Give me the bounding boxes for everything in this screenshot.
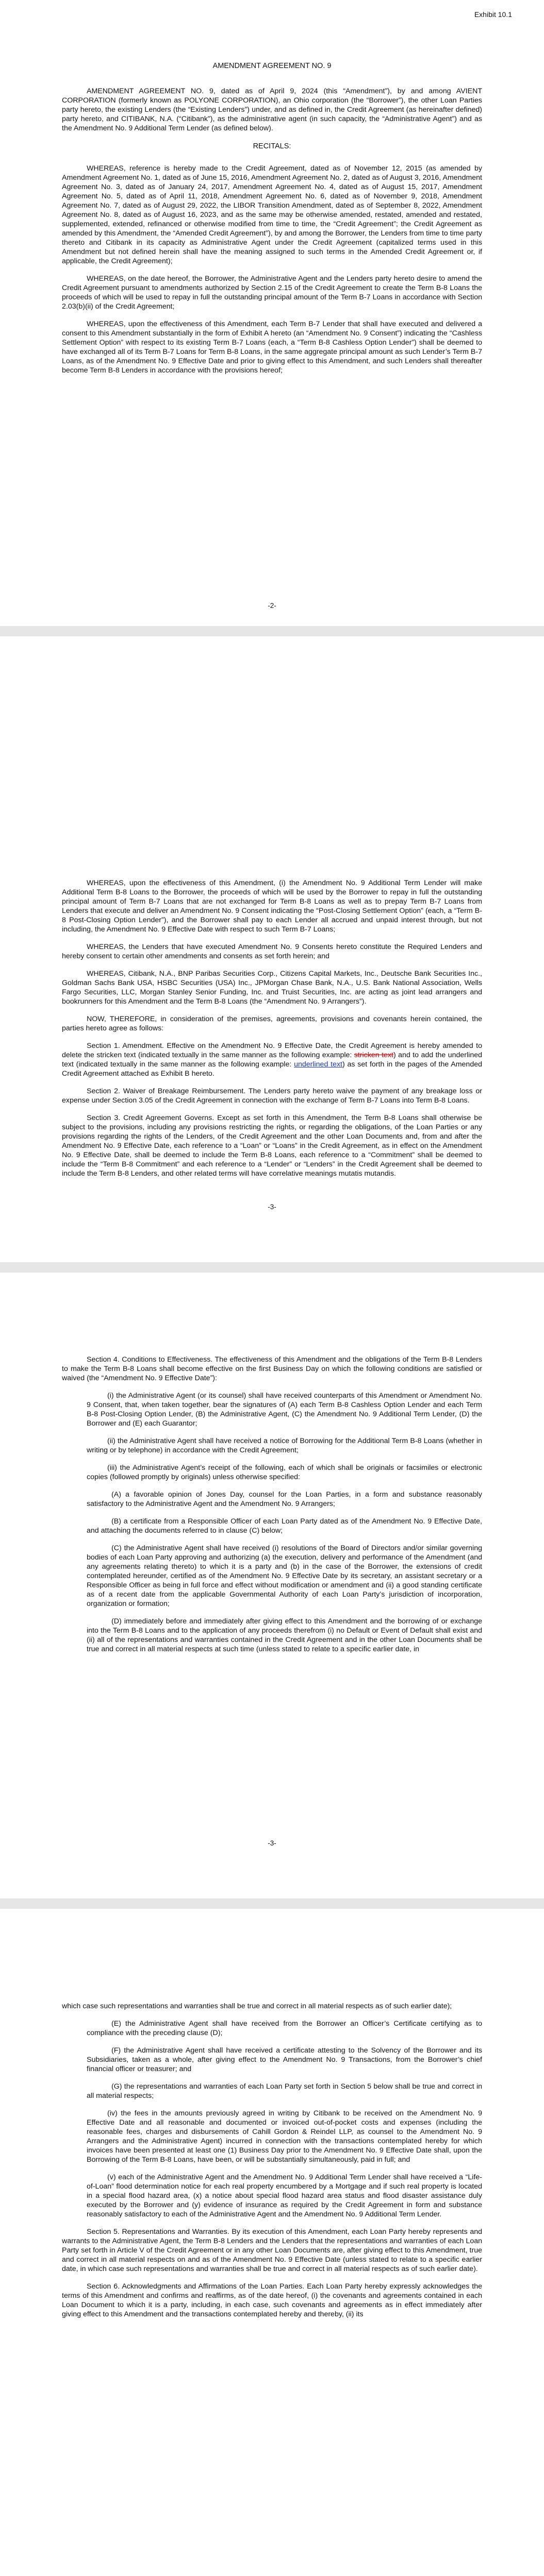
underlined-text-example: underlined text [294,1060,342,1069]
section-5-representations: Section 5. Representations and Warranties. By its execution of this Amendment, each Loan Party hereby represents and warrants to the Administrative Agent, the Term B-8 Lenders and the Lenders that the representations and warranties of each Loan Party set forth in Article V of the Credit Agreement or in any other Loan Documents are, after giving effect to this Amendment, true and correct in all material respects on and as of the Amendment No. 9 Effective Date (unless stated to relate to a specific earlier date, in which case such representations and warranties shall be true and correct in all material respects as of such earlier date). [62,2228,482,2273]
condition-ii: (ii) the Administrative Agent shall have received a notice of Borrowing for the Additional Term B-8 Loans (whether in writing or by telephone) in accordance with the Credit Agreement; [87,1437,482,1454]
section-4-conditions: Section 4. Conditions to Effectiveness. The effectiveness of this Amendment and the obligations of the Term B-8 Lenders to make the Term B-8 Loans shall become effective on the first Business Day on which the following conditions are satisfied or waived (the “Amendment No. 9 Effective Date”): [62,1355,482,1382]
condition-v: (v) each of the Administrative Agent and the Amendment No. 9 Additional Term Lender shall have received a “Life-of-Loan” flood determination notice for each real property encumbered by a Mortgage and if such real property is located in a special flood hazard area, (x) a notice about special flood hazard area status and flood disaster assistance duly executed by the Borrower and (y) evidence of insurance as required by the Credit Agreement in form and substance reasonably satisfactory to each of the Administrative Agent and the Amendment No. 9 Additional Term Lender. [87,2173,482,2218]
condition-iii-C: (C) the Administrative Agent shall have received (i) resolutions of the Board of Directors and/or similar governing bodies of each Loan Party approving and authorizing (a) the execution, delivery and performance of the Amendment (and any agreements relating thereto) to which it is a party and (b) in the case of the Borrower, the extensions of credit contemplated hereunder, certified as of the Amendment No. 9 Effective Date by its secretary, an assistant secretary or a Responsible Officer as being in full force and effect without modification or amendment and (ii) a good standing certificate as of a recent date from the applicable Governmental Authority of each Loan Party’s jurisdiction of incorporation, organization or formation; [87,1544,482,1608]
condition-i: (i) the Administrative Agent (or its counsel) shall have received counterparts of this Amendment or Amendment No. 9 Consent, that, when taken together, bear the signatures of (A) each Term B-8 Cashless Option Lender and each Term B-8 Post-Closing Option Lender, (B) the Administrative Agent, (C) the Amendment No. 9 Additional Term Lender, (D) the Borrower and (E) each Guarantor; [87,1392,482,1428]
section-2-waiver: Section 2. Waiver of Breakage Reimbursement. The Lenders party hereto waive the payment of any breakage loss or expense under Section 3.05 of the Credit Agreement in connection with the exchange of Term B-7 Loans into Term B-8 Loans. [62,1087,482,1105]
condition-iii-G: (G) the representations and warranties of each Loan Party set forth in Section 5 below shall be true and correct in all material respects; [87,2082,482,2100]
stricken-text-example: stricken text [354,1051,393,1059]
document-page-3 [0,1273,544,1899]
section-1-amendment: Section 1. Amendment. Effective on the Amendment No. 9 Effective Date, the Credit Agreement is hereby amended to delete the stricken text (indicated textually in the same manner as the following example: stricken text) and to add the underlined text (indicated textually in the same manner as the following example: underlined text) as set forth in the pages of the Amended Credit Agreement attached as Exhibit B hereto. [62,1042,482,1078]
condition-iii-B: (B) a certificate from a Responsible Officer of each Loan Party dated as of the Amendment No. 9 Effective Date, and attaching the documents referred to in clause (C) below; [87,1517,482,1535]
page-number: -3- [268,1203,276,1211]
condition-iii-F: (F) the Administrative Agent shall have received a certificate attesting to the Solvency of the Borrower and its Subsidiaries, taken as a whole, after giving effect to the Amendment No. 9 Transactions, from the Borrower’s chief financial officer or treasurer; and [87,2046,482,2073]
condition-iv: (iv) the fees in the amounts previously agreed in writing by Citibank to be received on the Amendment No. 9 Effective Date and all reasonable and documented or invoiced out-of-pocket costs and expenses (including the reasonable fees, charges and disbursements of Cahill Gordon & Reindel LLP, as counsel to the Amendment No. 9 Arrangers and the Administrative Agent) incurred in connection with the transactions contemplated hereby for which invoices have been presented at least one (1) Business Day prior to the Amendment No. 9 Effective Date shall, upon the Borrowing of the Term B-8 Loans, have been, or will be substantially simultaneously, paid in full; and [87,2109,482,2164]
condition-iii-D-continued: which case such representations and warranties shall be true and correct in all material respects as of such earlier date); [62,2002,452,2010]
condition-iii-E: (E) the Administrative Agent shall have received from the Borrower an Officer’s Certificate certifying as to compliance with the preceding clause (D); [87,2020,482,2037]
page-number: -3- [268,1839,276,1847]
page-number: -2- [268,602,276,609]
condition-iii: (iii) the Administrative Agent’s receipt of the following, each of which shall be originals or facsimiles or electronic copies (followed promptly by originals) unless otherwise specified: [87,1464,482,1481]
document-page-2 [0,636,544,1262]
condition-iii-A: (A) a favorable opinion of Jones Day, counsel for the Loan Parties, in a form and substance reasonably satisfactory to the Administrative Agent and the Amendment No. 9 Arrangers; [87,1490,482,1508]
whereas-amend-purpose: WHEREAS, on the date hereof, the Borrower, the Administrative Agent and the Lenders party hereto desire to amend the Credit Agreement pursuant to amendments authorized by Section 2.15 of the Credit Agreement to create the Term B-8 Loans the proceeds of which will be used to repay in full the outstanding principal amount of the Term B-7 Loans in accordance with Section 2.03(b)(ii) of the Credit Agreement; [62,275,482,311]
whereas-credit-agreement: WHEREAS, reference is hereby made to the Credit Agreement, dated as of November 12, 2015 (as amended by Amendment Agreement No. 1, dated as of June 15, 2016, Amendment Agreement No. 2, dated as of August 3, 2016, Amendment Agreement No. 3, dated as of January 24, 2017, Amendment Agreement No. 4, dated as of August 15, 2017, Amendment Agreement No. 5, dated as of April 11, 2018, Amendment Agreement No. 6, dated as of November 9, 2018, Amendment Agreement No. 7, dated as of August 29, 2022, the LIBOR Transition Amendment, dated as of September 8, 2022, Amendment Agreement No. 8, dated as of August 16, 2023, and as the same may be otherwise amended, restated, amended and restated, supplemented, extended, refinanced or otherwise modified from time to time, the “Credit Agreement”; the Credit Agreement as amended by this Amendment, the “Amended Credit Agreement”), by and among the Borrower, the Lenders from time to time party thereto and Citibank in its capacity as Administrative Agent under the Credit Agreement (capitalized terms used in this Amendment but not defined herein shall have the meaning assigned to such terms in the Amended Credit Agreement or, if applicable, the Credit Agreement); [62,164,482,265]
intro-paragraph: AMENDMENT AGREEMENT NO. 9, dated as of April 9, 2024 (this “Amendment”), by and among AVIENT CORPORATION (formerly known as POLYONE CORPORATION), an Ohio corporation (the “Borrower”), the other Loan Parties party hereto, the existing Lenders (the “Existing Lenders”) under, and as defined in, the Credit Agreement (as hereinafter defined) party hereto, and CITIBANK, N.A. (“Citibank”), as the administrative agent (in such capacity, the “Administrative Agent”) and as the Amendment No. 9 Additional Term Lender (as defined below). [62,87,482,132]
condition-iii-D: (D) immediately before and immediately after giving effect to this Amendment and the borrowing of or exchange into the Term B-8 Loans and to the application of any proceeds therefrom (i) no Default or Event of Default shall exist and (ii) all of the representations and warranties contained in the Credit Agreement and in the other Loan Documents shall be true and correct in all material respects at such time (unless stated to relate to a specific earlier date, in [87,1617,482,1653]
exhibit-label: Exhibit 10.1 [474,10,512,19]
document-title: AMENDMENT AGREEMENT NO. 9 [212,62,332,70]
section-3-credit-agreement-governs: Section 3. Credit Agreement Governs. Except as set forth in this Amendment, the Term B-8 Loans shall otherwise be subject to the provisions, including any provisions restricting the rights, or regarding the obligations, of the Loan Parties or any provisions regarding the rights of the Lenders, of the Credit Agreement and the other Loan Documents and, from and after the Amendment No. 9 Effective Date, each reference to a “Loan” or “Loans” in the Credit Agreement, as in effect on the Amendment No. 9 Effective Date, shall be deemed to include the Term B-8 Loans, each reference to a “Commitment” shall be deemed to include the “Term B-8 Commitment” and each reference to a “Lender” or “Lenders” in the Credit Agreement shall be deemed to include the Term B-8 Lenders, and other related terms will have correlative meanings mutatis mutandis. [62,1114,482,1178]
now-therefore-clause: NOW, THEREFORE, in consideration of the premises, agreements, provisions and covenants herein contained, the parties hereto agree as follows: [62,1015,482,1032]
recitals-heading: RECITALS: [253,142,291,150]
document-page-1 [0,0,544,626]
whereas-required-lenders: WHEREAS, the Lenders that have executed Amendment No. 9 Consents hereto constitute the Required Lenders and hereby consent to certain other amendments and consents as set forth herein; and [62,943,482,960]
document-page-4 [0,1909,544,2576]
whereas-cashless-option: WHEREAS, upon the effectiveness of this Amendment, each Term B-7 Lender that shall have executed and delivered a consent to this Amendment substantially in the form of Exhibit A hereto (an “Amendment No. 9 Consent”) indicating the “Cashless Settlement Option” with respect to its existing Term B-7 Loans (each, a “Term B-8 Cashless Option Lender”) shall be deemed to have exchanged all of its Term B-7 Loans for Term B-8 Loans, in the same aggregate principal amount as such Lender’s Term B-7 Loans, as of the Amendment No. 9 Effective Date and prior to giving effect to this Amendment, and such Lenders shall thereafter become Term B-8 Lenders in accordance with the provisions hereof; [62,320,482,375]
section-6-acknowledgments: Section 6. Acknowledgments and Affirmations of the Loan Parties. Each Loan Party hereby expressly acknowledges the terms of this Amendment and confirms and reaffirms, as of the date hereof, (i) the covenants and agreements contained in each Loan Document to which it is a party, including, in each case, such covenants and agreements as in effect immediately after giving effect to this Amendment and the transactions contemplated hereby and thereby, (ii) its [62,2282,482,2318]
whereas-additional-term-loans: WHEREAS, upon the effectiveness of this Amendment, (i) the Amendment No. 9 Additional Term Lender will make Additional Term B-8 Loans to the Borrower, the proceeds of which will be used by the Borrower to repay in full the outstanding principal amount of Term B-7 Loans that are not exchanged for Term B-8 Loans as well as to prepay Term B-7 Loans from Lenders that execute and deliver an Amendment No. 9 Consent indicating the “Post-Closing Settlement Option” (each, a “Term B-8 Post-Closing Option Lender”), and the Borrower shall pay to each Lender all accrued and unpaid interest through, but not including, the Amendment No. 9 Effective Date with respect to such Term B-7 Loans; [62,879,482,934]
whereas-arrangers: WHEREAS, Citibank, N.A., BNP Paribas Securities Corp., Citizens Capital Markets, Inc., Deutsche Bank Securities Inc., Goldman Sachs Bank USA, HSBC Securities (USA) Inc., JPMorgan Chase Bank, N.A., U.S. Bank National Association, Wells Fargo Securities, LLC, Morgan Stanley Senior Funding, Inc. and Truist Securities, Inc. are acting as joint lead arrangers and bookrunners for this Amendment and the Term B-8 Loans (the “Amendment No. 9 Arrangers”). [62,970,482,1006]
